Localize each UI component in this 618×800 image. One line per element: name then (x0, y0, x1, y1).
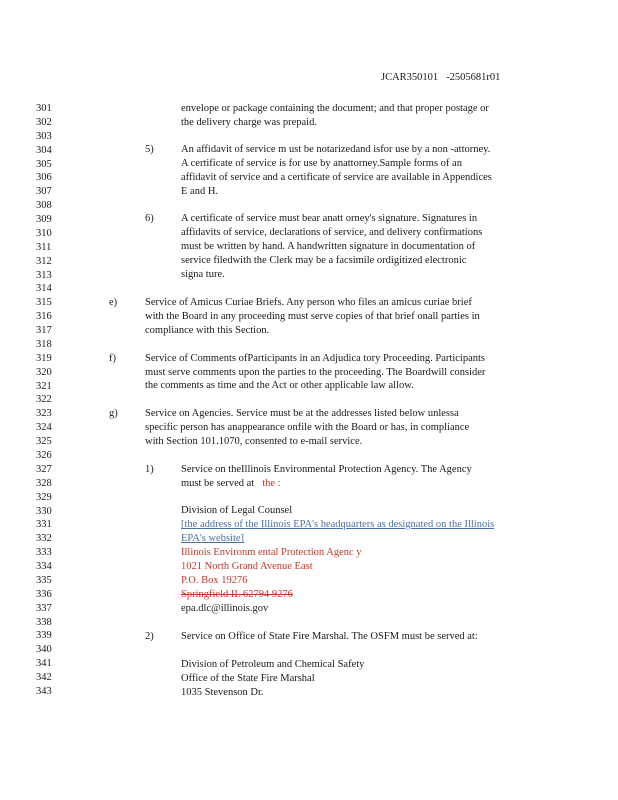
line-number: 342 (36, 672, 52, 684)
item-marker-e: e) (109, 297, 118, 308)
line-number: 305 (36, 158, 52, 170)
text-line-301: envelope or package containing the document; and that proper postage or (181, 103, 489, 114)
line-number: 310 (36, 227, 52, 239)
line-number: 331 (36, 519, 52, 531)
text-line-316: with the Board in any proceeding must serve copies of that brief onall parties in (145, 311, 480, 322)
doc-rev: -2505681r01 (446, 72, 501, 83)
line-number: 335 (36, 574, 52, 586)
line-number: 311 (36, 241, 52, 253)
line-number: 339 (36, 630, 52, 642)
line-number: 301 (36, 103, 52, 114)
line-number: 303 (36, 130, 52, 142)
text-line-339: Service on Office of State Fire Marshal. The OSFM must be served at: (181, 631, 478, 642)
deleted-text-line-336: Springfield IL 62794 9276 (181, 589, 293, 600)
line-number: 324 (36, 422, 52, 434)
line-number: 333 (36, 547, 52, 559)
line-number: 313 (36, 269, 52, 281)
text-line-341: Division of Petroleum and Chemical Safety (181, 659, 365, 670)
line-number: 337 (36, 602, 52, 614)
line-number: 312 (36, 255, 52, 267)
line-number: 321 (36, 380, 52, 392)
line-number: 306 (36, 172, 52, 184)
line-number: 332 (36, 533, 52, 545)
line-number: 338 (36, 616, 52, 628)
line-number: 330 (36, 505, 52, 517)
inserted-text-line-332: EPA's website] (181, 533, 245, 544)
line-number: 304 (36, 144, 52, 156)
text-line-335: P.O. Box 19276 (181, 575, 248, 586)
text-line-328 (181, 477, 281, 491)
line-number: 334 (36, 561, 52, 573)
text-line-320: must serve comments upon the parties to the proceeding. The Boardwill consider (145, 367, 486, 378)
line-number: 323 (36, 408, 52, 420)
inserted-text-line-331: [the address of the Illinois EPA's headquarters as designated on the Illinois (181, 519, 495, 530)
item-marker-5: 5) (145, 144, 154, 155)
text-line-319: Service of Comments ofParticipants in an Adjudica tory Proceeding. Participants (145, 353, 486, 364)
text-line-309: A certificate of service must bear anatt orney's signature. Signatures in (181, 213, 478, 224)
text-line-306: affidavit of service and a certificate of service are available in Appendices (181, 172, 492, 183)
line-number: 316 (36, 311, 52, 323)
item-marker-2: 2) (145, 631, 154, 642)
text-line-333: Illinois Environm ental Protection Agenc y (181, 547, 362, 558)
text-line-313: signa ture. (181, 269, 225, 280)
line-number: 307 (36, 186, 52, 198)
text-line-323: Service on Agencies. Service must be at the addresses listed below unlessa (145, 408, 459, 419)
line-number: 336 (36, 588, 52, 600)
email-line-337: epa.dlc@illinois.gov (181, 603, 269, 614)
text-line-327: Service on theIllinois Environmental Protection Agency. The Agency (181, 464, 472, 475)
line-number: 314 (36, 283, 52, 295)
line-number: 325 (36, 436, 52, 448)
text-line-325: with Section 101.1070, consented to e-mail service. (145, 436, 363, 447)
line-number: 326 (36, 450, 52, 461)
line-number: 327 (36, 463, 52, 475)
item-marker-6: 6) (145, 213, 154, 224)
text-line-342: Office of the State Fire Marshal (181, 673, 315, 684)
line-number: 318 (36, 338, 52, 350)
line-number: 328 (36, 477, 52, 489)
line-number: 341 (36, 658, 52, 670)
doc-id: JCAR350101 (381, 72, 439, 83)
text-line-317: compliance with this Section. (145, 325, 270, 336)
line-number: 309 (36, 214, 52, 226)
text-line-311: must be written by hand. A handwritten signature in documentation of (181, 241, 476, 252)
text-line-312: service filedwith the Clerk may be a facsimile ordigitized electronic (181, 255, 467, 266)
deleted-text: the : (262, 478, 281, 489)
line-number: 317 (36, 325, 52, 337)
line-number: 340 (36, 644, 52, 656)
text-line-324: specific person has anappearance onfile with the Board or has, in compliance (145, 422, 470, 433)
text-line-305: A certificate of service is for use by anattorney.Sample forms of an (181, 158, 462, 169)
page-header (381, 72, 500, 83)
text-line-321: the comments as time and the Act or other applicable law allow. (145, 380, 414, 391)
item-marker-1: 1) (145, 464, 154, 475)
text-line-307: E and H. (181, 186, 219, 197)
text-line-330: Division of Legal Counsel (181, 505, 293, 516)
line-number: 343 (36, 685, 52, 697)
text-line-343: 1035 Stevenson Dr. (181, 687, 264, 698)
text-line-304: An affidavit of service m ust be notarizedand isfor use by a non -attorney. (181, 144, 491, 155)
line-number: 329 (36, 491, 52, 503)
text-line-302: the delivery charge was prepaid. (181, 117, 317, 128)
line-number: 308 (36, 200, 52, 212)
line-number: 322 (36, 394, 52, 406)
line-number: 315 (36, 297, 52, 309)
text-line-310: affidavits of service, declarations of service, and delivery confirmations (181, 227, 483, 238)
item-marker-f: f) (109, 353, 116, 364)
line-number: 319 (36, 352, 52, 364)
text-line-328-main: must be served at (181, 478, 255, 489)
text-line-334: 1021 North Grand Avenue East (181, 561, 313, 572)
line-number: 302 (36, 116, 52, 128)
item-marker-g: g) (109, 408, 118, 419)
text-line-315: Service of Amicus Curiae Briefs. Any person who files an amicus curiae brief (145, 297, 472, 308)
line-number: 320 (36, 366, 52, 378)
